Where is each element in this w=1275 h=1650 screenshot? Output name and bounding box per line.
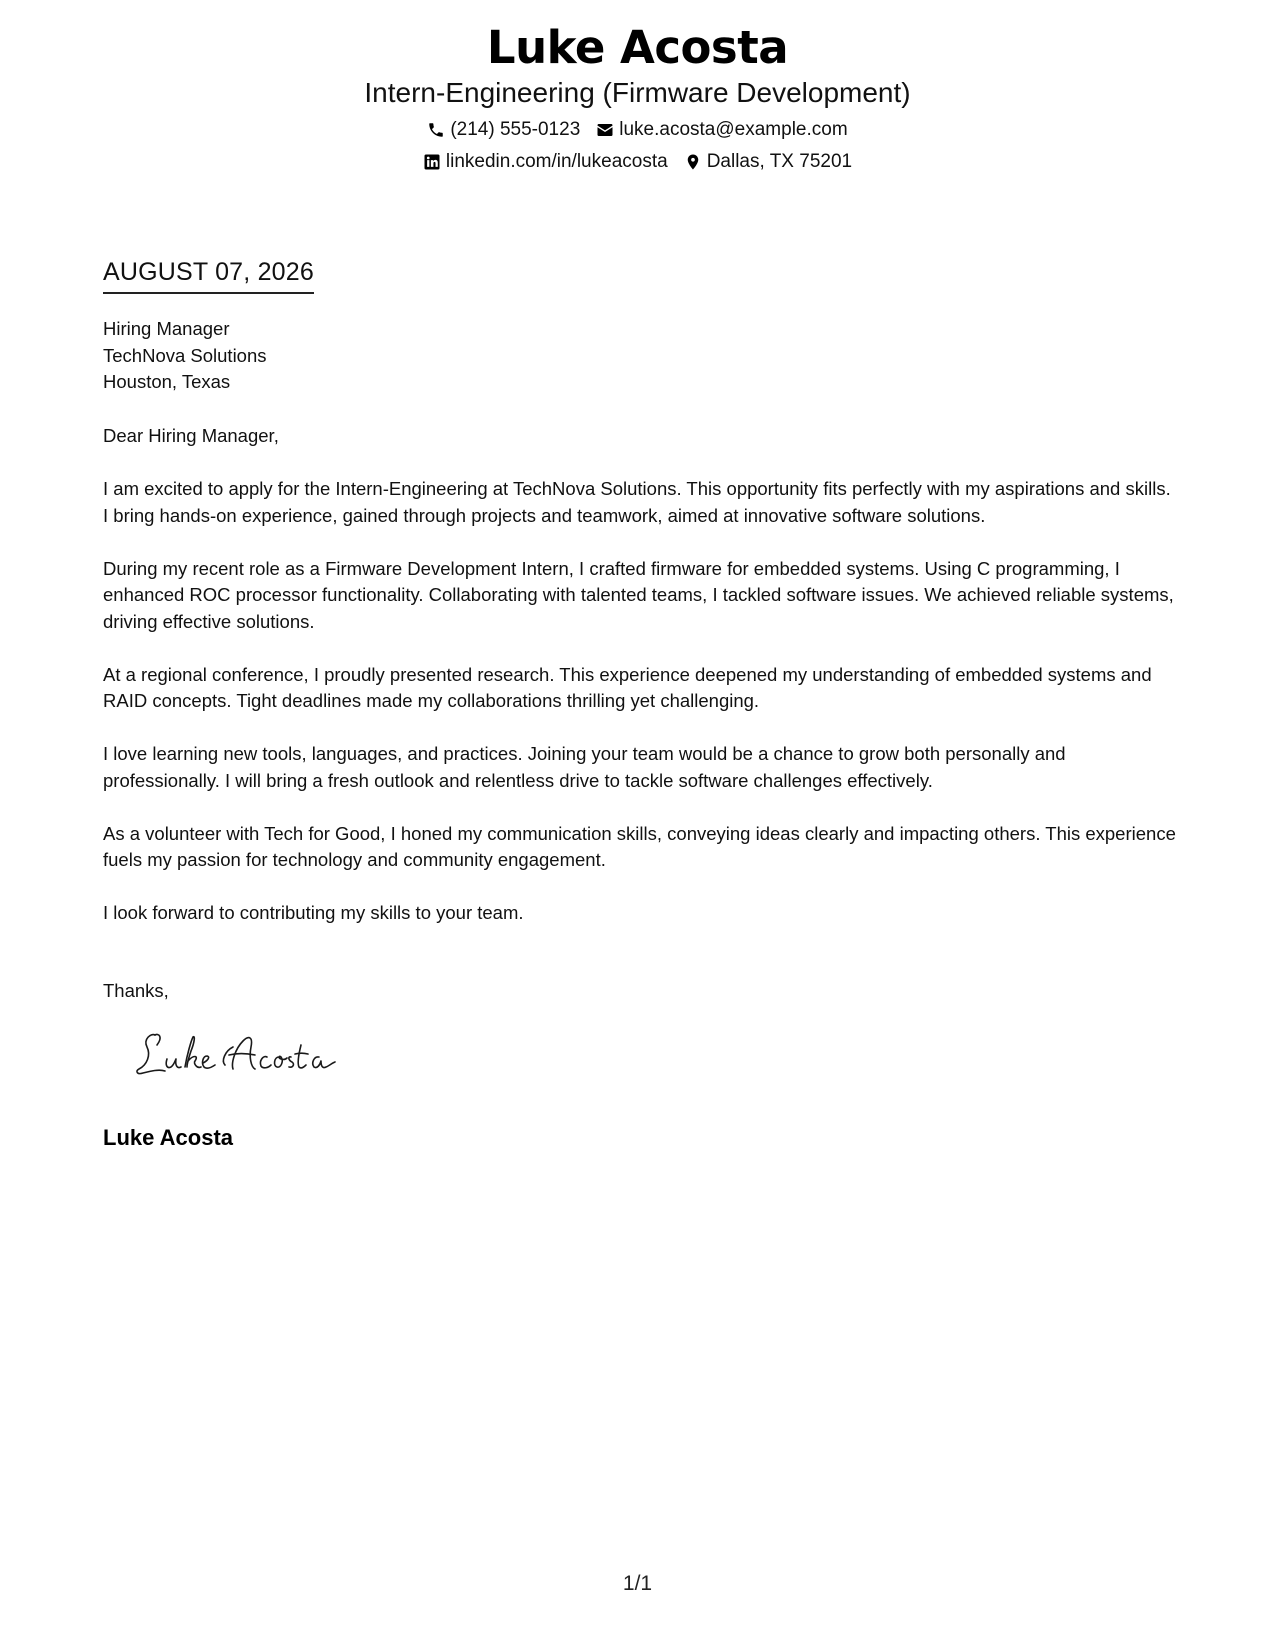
recipient-location: Houston, Texas xyxy=(103,371,231,392)
letter-date-block xyxy=(103,255,314,294)
contact-phone[interactable] xyxy=(427,114,580,146)
phone-text: (214) 555-0123 xyxy=(450,119,581,140)
recipient-title: Hiring Manager xyxy=(103,318,230,339)
body-paragraph: I love learning new tools, languages, and practices. Joining your team would be a chance to grow both personally and professionally. I will bring a fresh outlook and relentless drive to tackle software challenges effectively. xyxy=(103,743,1066,791)
contact-row-primary xyxy=(0,114,1275,146)
phone-icon xyxy=(427,121,445,139)
closing: Thanks, xyxy=(103,980,169,1001)
body-paragraph: I am excited to apply for the Intern-Engineering at TechNova Solutions. This opportunity fits perfectly with my aspirations and skills. I bring hands-on experience, gained through projects and teamwork, aimed at innovative software solutions. xyxy=(103,478,1171,526)
body-paragraph: I look forward to contributing my skills to your team. xyxy=(103,902,524,923)
handwritten-signature xyxy=(133,1025,343,1086)
envelope-icon xyxy=(596,121,614,139)
location-text: Dallas, TX 75201 xyxy=(706,151,853,172)
recipient-block xyxy=(103,316,267,396)
body-paragraph: At a regional conference, I proudly presented research. This experience deepened my understanding of embedded systems and RAID concepts. Tight deadlines made my collaborations thrilling yet challenging. xyxy=(103,663,1152,711)
letter-date: AUGUST 07, 2026 xyxy=(103,255,314,294)
letter-body xyxy=(103,476,1178,953)
email-text: luke.acosta@example.com xyxy=(619,119,848,140)
linkedin-icon xyxy=(423,153,441,171)
signer-name: Luke Acosta xyxy=(103,1125,234,1150)
recipient-company: TechNova Solutions xyxy=(103,344,267,366)
salutation: Dear Hiring Manager, xyxy=(103,425,279,446)
applicant-name: Luke Acosta xyxy=(486,21,789,74)
body-paragraph: As a volunteer with Tech for Good, I honed my communication skills, conveying ideas clearly and impacting others. This experience fuels my passion for technology and community engagement. xyxy=(103,822,1176,870)
contact-email[interactable] xyxy=(596,114,847,146)
letter-header xyxy=(0,20,1275,178)
contact-location xyxy=(684,146,852,178)
linkedin-text: linkedin.com/in/lukeacosta xyxy=(445,151,668,172)
page-number: 1/1 xyxy=(622,1572,653,1595)
map-pin-icon xyxy=(684,153,702,171)
body-paragraph: During my recent role as a Firmware Development Intern, I crafted firmware for embedded systems. Using C programming, I enhanced ROC processor functionality. Collaborating with talented teams, I tackled software issues. We achieved reliable systems, driving effective solutions. xyxy=(103,557,1174,632)
contact-row-secondary xyxy=(0,146,1275,178)
applicant-role: Intern-Engineering (Firmware Development) xyxy=(364,77,911,108)
contact-linkedin[interactable] xyxy=(423,146,668,178)
